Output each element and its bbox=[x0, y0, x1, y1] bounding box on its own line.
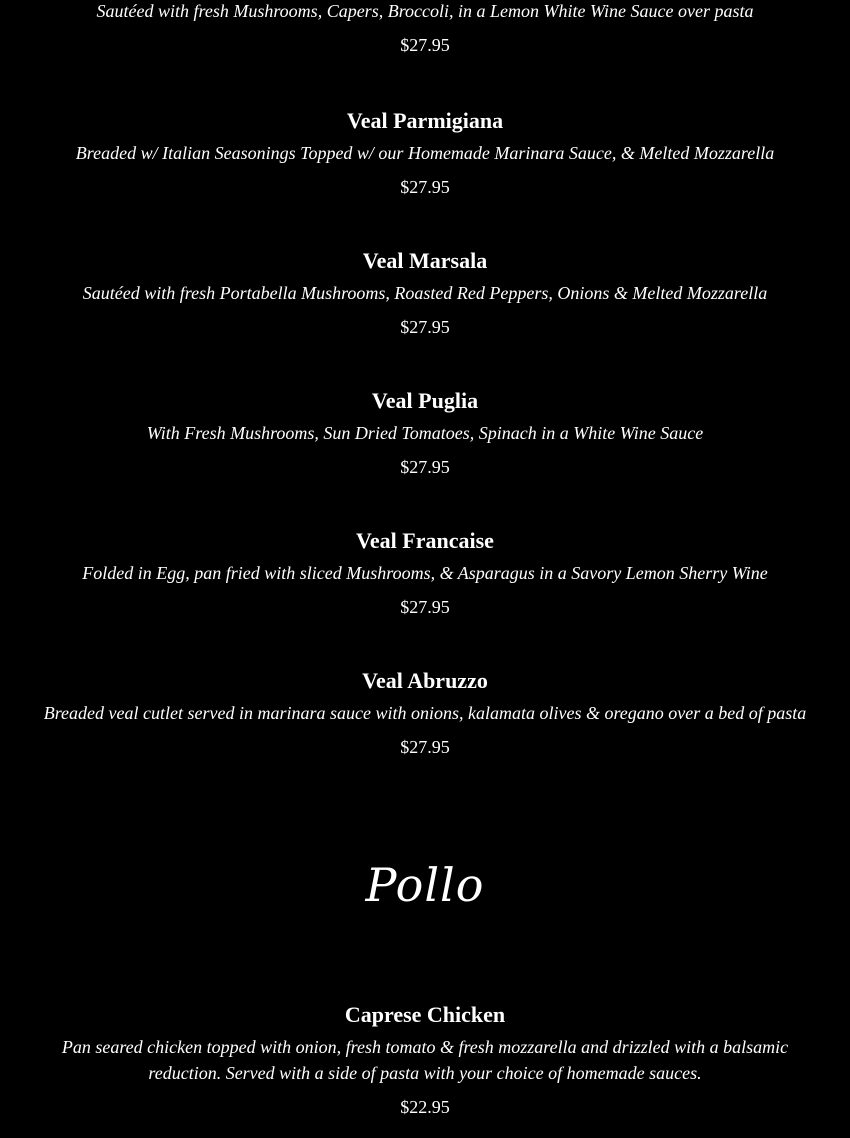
section-title-pollo: Pollo bbox=[365, 858, 485, 912]
item-description: With Fresh Mushrooms, Sun Dried Tomatoes, Spinach in a White Wine Sauce bbox=[146, 423, 704, 443]
item-name: Veal Parmigiana bbox=[346, 108, 504, 133]
menu-item-veal-francaise bbox=[0, 528, 850, 618]
item-name: Veal Francaise bbox=[356, 528, 494, 553]
item-price: $27.95 bbox=[400, 457, 450, 477]
menu-item-veal-marsala bbox=[0, 248, 850, 338]
item-name: Caprese Chicken bbox=[344, 1002, 506, 1027]
item-description: Sautéed with fresh Mushrooms, Capers, Broccoli, in a Lemon White Wine Sauce over pasta bbox=[96, 1, 754, 21]
item-description: Breaded veal cutlet served in marinara sauce with onions, kalamata olives & oregano over a bed of pasta bbox=[43, 703, 807, 723]
item-description: Folded in Egg, pan fried with sliced Mushrooms, & Asparagus in a Savory Lemon Sherry Wine bbox=[82, 563, 768, 583]
item-price: $27.95 bbox=[400, 317, 450, 337]
item-name: Veal Abruzzo bbox=[362, 668, 488, 693]
item-price: $27.95 bbox=[400, 35, 450, 55]
item-description: Pan seared chicken topped with onion, fresh tomato & fresh mozzarella and drizzled with a balsamic reduction. Served with a side of pasta with your choice of homemade sauces. bbox=[61, 1037, 789, 1083]
menu-item-veal-puglia bbox=[0, 388, 850, 478]
menu-item-partial bbox=[0, 0, 850, 56]
menu-item-caprese-chicken bbox=[0, 1002, 850, 1118]
item-price: $27.95 bbox=[400, 597, 450, 617]
item-price: $27.95 bbox=[400, 737, 450, 757]
menu-item-veal-parmigiana bbox=[0, 108, 850, 198]
item-price: $27.95 bbox=[400, 177, 450, 197]
item-name: Veal Puglia bbox=[371, 388, 479, 413]
item-description: Breaded w/ Italian Seasonings Topped w/ our Homemade Marinara Sauce, & Melted Mozzarella bbox=[75, 143, 775, 163]
item-description: Sautéed with fresh Portabella Mushrooms, Roasted Red Peppers, Onions & Melted Mozzarella bbox=[82, 283, 768, 303]
item-name: Veal Marsala bbox=[362, 248, 488, 273]
menu-item-veal-abruzzo bbox=[0, 668, 850, 758]
item-price: $22.95 bbox=[400, 1097, 450, 1117]
